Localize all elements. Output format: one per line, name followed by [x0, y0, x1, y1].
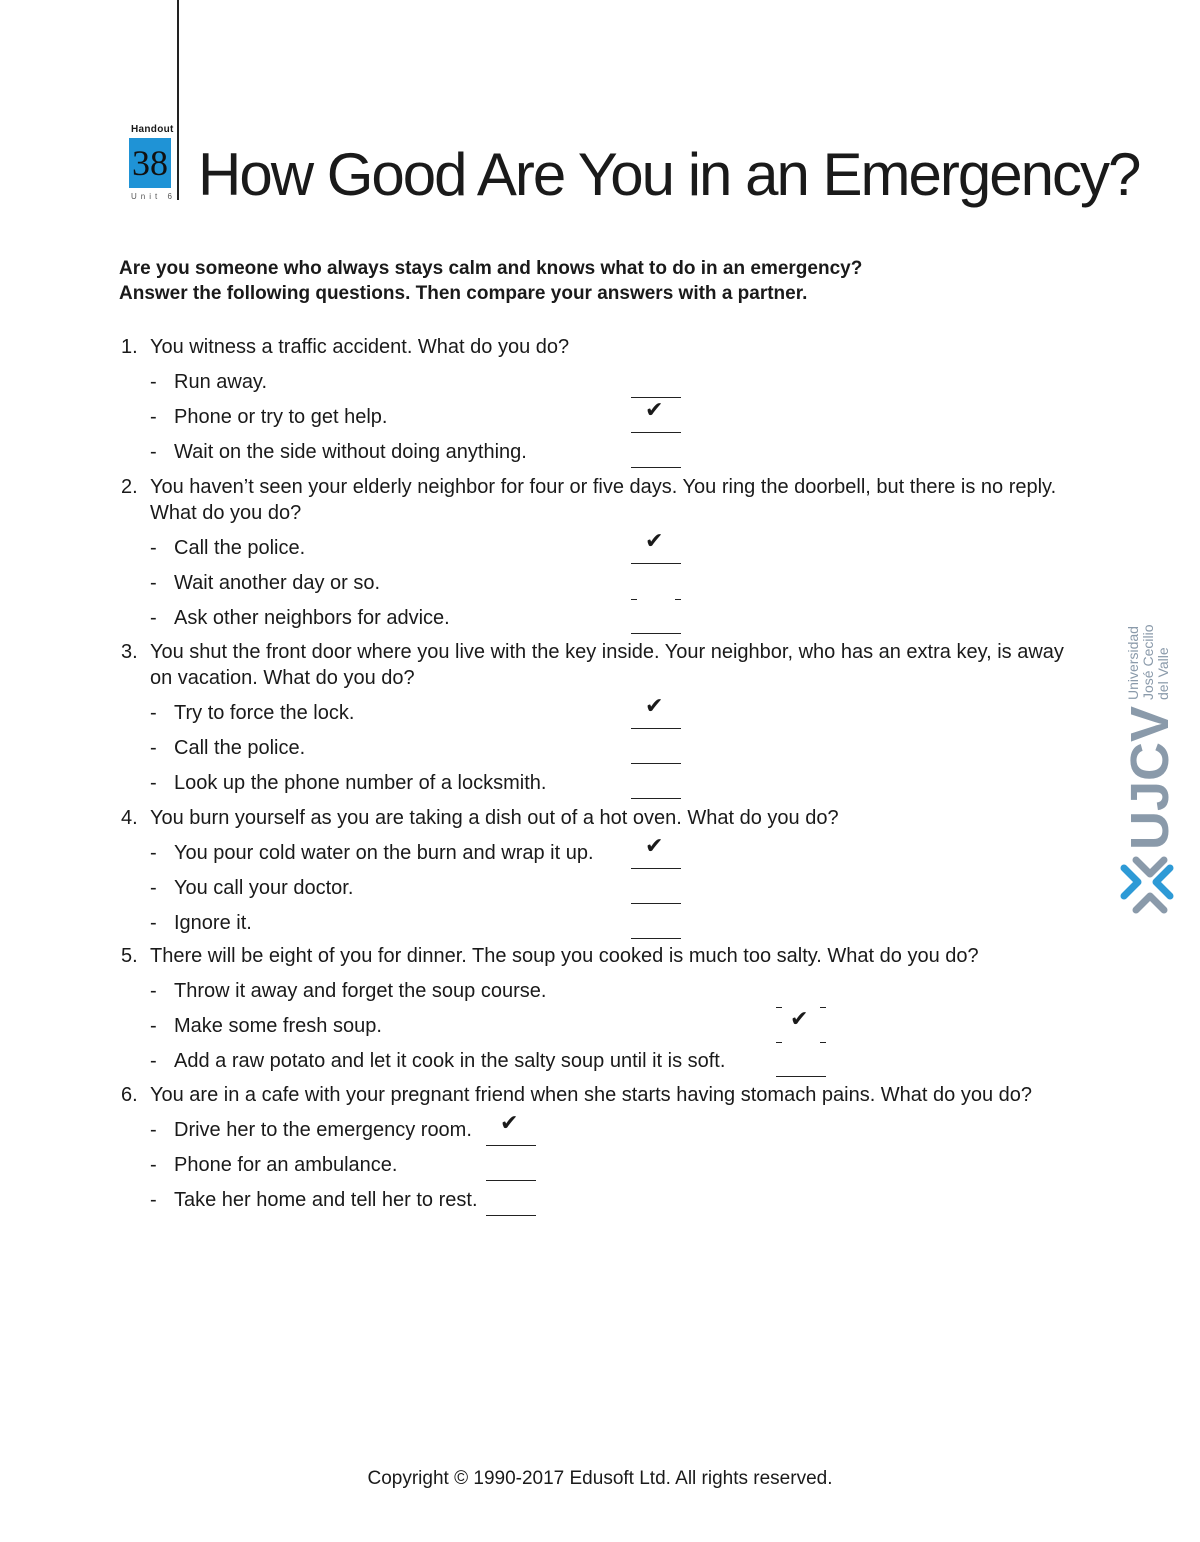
check-mark-icon: ✔ — [645, 694, 664, 719]
option-label: You pour cold water on the burn and wrap it up. — [174, 842, 594, 864]
answer-option — [150, 840, 594, 866]
check-mark-icon: ✔ — [790, 1007, 809, 1032]
option-label: Wait on the side without doing anything. — [174, 441, 527, 463]
university-name-line-2: José Cecilio — [1140, 624, 1156, 700]
answer-blank[interactable] — [631, 607, 681, 634]
option-dash: - — [150, 737, 157, 759]
option-label: Drive her to the emergency room. — [174, 1119, 472, 1141]
answer-blank[interactable] — [486, 1154, 536, 1181]
question-number: 5. — [121, 945, 138, 967]
question-number: 1. — [121, 336, 138, 358]
university-name-line-3: del Valle — [1155, 647, 1171, 700]
answer-blank[interactable] — [631, 694, 681, 729]
option-label: Run away. — [174, 371, 268, 393]
answer-option — [150, 910, 252, 936]
option-label: Phone or try to get help. — [174, 406, 388, 428]
question-text: You shut the front door where you live with the key inside. Your neighbor, who has an extra key, is away on vacation. What do you do? — [150, 641, 1064, 689]
option-dash: - — [150, 1050, 157, 1072]
option-label: Call the police. — [174, 737, 306, 759]
answer-option — [150, 1152, 398, 1178]
option-label: Look up the phone number of a locksmith. — [174, 772, 547, 794]
option-dash: - — [150, 406, 157, 428]
university-logo — [1110, 620, 1190, 920]
answer-blank[interactable] — [776, 1050, 826, 1077]
option-label: Call the police. — [174, 537, 306, 559]
question-text: There will be eight of you for dinner. The soup you cooked is much too salty. What do you do? — [150, 945, 979, 967]
option-dash: - — [150, 572, 157, 594]
option-label: Take her home and tell her to rest. — [174, 1189, 478, 1211]
logo-chevrons-icon — [1124, 860, 1170, 910]
unit-label: Unit 6 — [131, 192, 176, 201]
answer-blank[interactable] — [631, 737, 681, 764]
option-dash: - — [150, 1015, 157, 1037]
answer-option — [150, 770, 546, 796]
answer-blank[interactable] — [631, 772, 681, 799]
answer-option — [150, 605, 450, 631]
question-number: 3. — [121, 641, 138, 663]
answer-option — [150, 404, 387, 430]
answer-blank[interactable] — [486, 1189, 536, 1216]
option-label: Add a raw potato and let it cook in the salty soup until it is soft. — [174, 1050, 726, 1072]
check-mark-icon: ✔ — [500, 1111, 519, 1136]
question-text: You burn yourself as you are taking a dish out of a hot oven. What do you do? — [150, 807, 839, 829]
copyright-footer: Copyright © 1990-2017 Edusoft Ltd. All rights reserved. — [367, 1468, 833, 1489]
option-dash: - — [150, 1189, 157, 1211]
handout-label: Handout — [131, 124, 174, 135]
answer-option — [150, 875, 353, 901]
question-number: 4. — [121, 807, 138, 829]
option-dash: - — [150, 772, 157, 794]
option-dash: - — [150, 537, 157, 559]
option-dash: - — [150, 980, 157, 1002]
answer-blank[interactable] — [486, 1111, 536, 1146]
instructions-line-1: Are you someone who always stays calm and knows what to do in an emergency? — [119, 258, 863, 279]
answer-blank[interactable] — [631, 398, 681, 433]
option-label: Try to force the lock. — [174, 702, 355, 724]
check-mark-icon: ✔ — [645, 529, 664, 554]
check-mark-icon: ✔ — [645, 834, 664, 859]
handout-number-badge: 38 — [129, 138, 171, 188]
answer-blank[interactable] — [631, 441, 681, 468]
option-label: Ignore it. — [174, 912, 252, 934]
option-dash: - — [150, 877, 157, 899]
answer-option — [150, 978, 546, 1004]
answer-option — [150, 1013, 382, 1039]
answer-blank[interactable] — [776, 1007, 826, 1041]
option-label: Make some fresh soup. — [174, 1015, 382, 1037]
answer-option — [150, 1048, 725, 1074]
answer-blank[interactable] — [631, 529, 681, 564]
answer-blank[interactable] — [631, 912, 681, 939]
option-dash: - — [150, 441, 157, 463]
answer-blank[interactable] — [631, 572, 681, 598]
option-label: Wait another day or so. — [174, 572, 381, 594]
answer-blank[interactable] — [631, 877, 681, 904]
option-dash: - — [150, 1154, 157, 1176]
question-text: You are in a cafe with your pregnant friend when she starts having stomach pains. What do you do? — [150, 1084, 1033, 1106]
page-title: How Good Are You in an Emergency? — [198, 141, 1140, 208]
answer-option — [150, 735, 305, 761]
option-label: You call your doctor. — [174, 877, 354, 899]
option-dash: - — [150, 702, 157, 724]
answer-option — [150, 535, 305, 561]
answer-blank[interactable] — [776, 980, 826, 1006]
check-mark-icon: ✔ — [645, 398, 664, 423]
question-text: You haven’t seen your elderly neighbor for four or five days. You ring the doorbell, but there is no reply. What do you do? — [150, 476, 1057, 524]
answer-blank[interactable] — [631, 834, 681, 869]
answer-option — [150, 1187, 478, 1213]
answer-option — [150, 439, 527, 465]
option-dash: - — [150, 371, 157, 393]
question-text: You witness a traffic accident. What do you do? — [150, 336, 570, 358]
answer-option — [150, 369, 267, 395]
question-number: 6. — [121, 1084, 138, 1106]
answer-option — [150, 1117, 472, 1143]
option-dash: - — [150, 607, 157, 629]
instructions-line-2: Answer the following questions. Then compare your answers with a partner. — [119, 283, 808, 304]
option-dash: - — [150, 1119, 157, 1141]
university-name-line-1: Universidad — [1125, 626, 1141, 700]
option-dash: - — [150, 912, 157, 934]
option-label: Ask other neighbors for advice. — [174, 607, 450, 629]
option-label: Phone for an ambulance. — [174, 1154, 398, 1176]
question-number: 2. — [121, 476, 138, 498]
answer-blank[interactable] — [631, 371, 681, 398]
logo-wordmark: UJCV — [1120, 705, 1180, 850]
answer-option — [150, 570, 380, 596]
university-name — [1125, 624, 1171, 700]
answer-option — [150, 700, 354, 726]
option-label: Throw it away and forget the soup course. — [174, 980, 547, 1002]
option-dash: - — [150, 842, 157, 864]
